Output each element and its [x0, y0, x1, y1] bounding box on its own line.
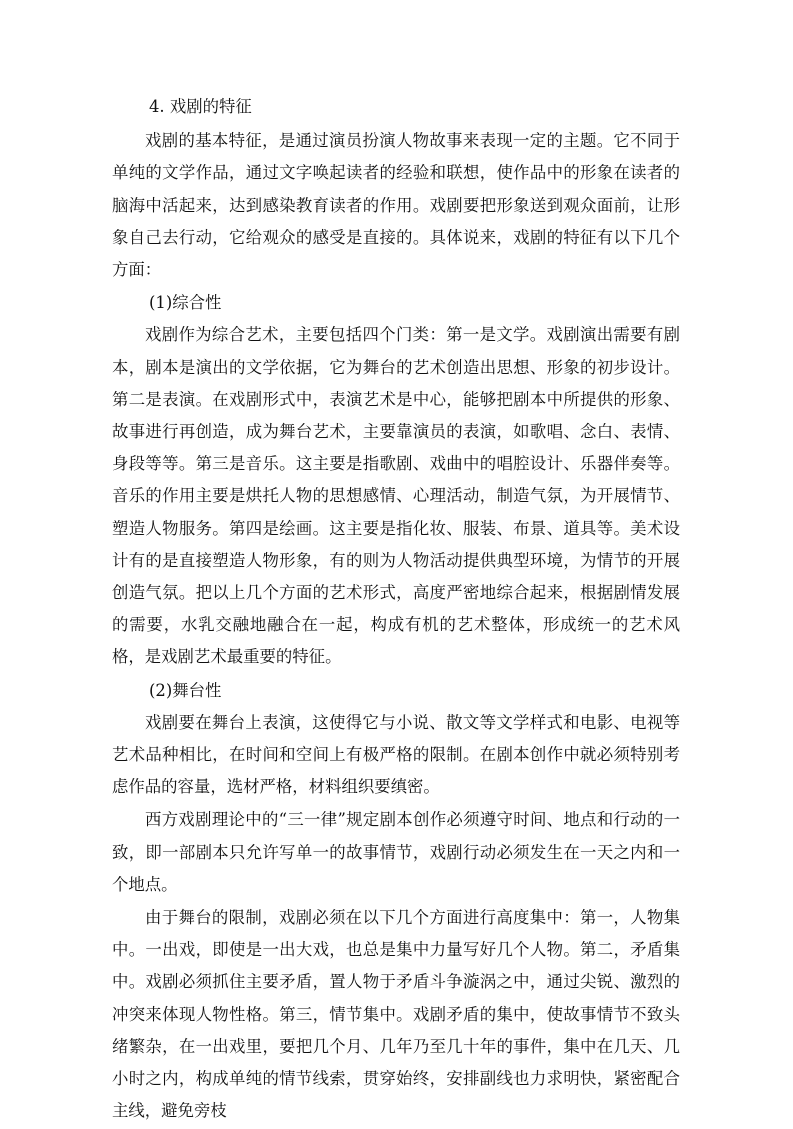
paragraph-stage-1: 戏剧要在舞台上表演，这使得它与小说、散文等文学样式和电影、电视等艺术品种相比，在时间和空间上有极严格的限制。在剧本创作中就必须特别考虑作品的容量，选材严格，材料组织要缜密。 — [112, 712, 680, 797]
subsection-title-stage: (2)舞台性 — [149, 680, 222, 700]
paragraph-stage-2: 西方戏剧理论中的“三一律”规定剧本创作必须遵守时间、地点和行动的一致，即一部剧本只允许写单一的故事情节，戏剧行动必须发生在一天之内和一个地点。 — [112, 810, 680, 894]
paragraph-comprehensive: 戏剧作为综合艺术，主要包括四个门类：第一是文学。戏剧演出需要有剧本，剧本是演出的文学依据，它为舞台的艺术创造出思想、形象的初步设计。第二是表演。在戏剧形式中，表演艺术是中心，能够把剧本中所提供的形象、故事进行再创造，成为舞台艺术，主要靠演员的表演，如歌唱、念白、表情、身段等等。第三是音乐。这主要是指歌剧、戏曲中的唱腔设计、乐器伴奏等。音乐的作用主要是烘托人物的思想感情、心理活动，制造气氛，为开展情节、塑造人物服务。第四是绘画。这主要是指化妆、服装、布景、道具等。美术设计有的是直接塑造人物形象，有的则为人物活动提供典型环境，为情节的开展创造气氛。把以上几个方面的艺术形式，高度严密地综合起来，根据剧情发展的需要，水乳交融地融合在一起，构成有机的艺术整体，形成统一的艺术风格，是戏剧艺术最重要的特征。 — [112, 325, 680, 667]
document-body — [112, 91, 680, 1129]
subsection-title-comprehensive: (1)综合性 — [149, 293, 222, 313]
intro-paragraph: 戏剧的基本特征，是通过演员扮演人物故事来表现一定的主题。它不同于单纯的文学作品，通过文字唤起读者的经验和联想，使作品中的形象在读者的脑海中活起来，达到感染教育读者的作用。戏剧要把形象送到观众面前，让形象自己去行动，它给观众的感受是直接的。具体说来，戏剧的特征有以下几个方面： — [112, 131, 680, 280]
paragraph-stage-3: 由于舞台的限制，戏剧必须在以下几个方面进行高度集中：第一，人物集中。一出戏，即使是一出大戏，也总是集中力量写好几个人物。第二，矛盾集中。戏剧必须抓住主要矛盾，置人物于矛盾斗争漩涡之中，通过尖锐、激烈的冲突来体现人物性格。第三，情节集中。戏剧矛盾的集中，使故事情节不致头绪繁杂，在一出戏里，要把几个月、几年乃至几十年的事件，集中在几天、几小时之内，构成单纯的情节线索，贯穿始终，安排副线也力求明快，紧密配合主线，避免旁枝 — [112, 908, 680, 1121]
section-heading: 4. 戏剧的特征 — [149, 97, 252, 116]
